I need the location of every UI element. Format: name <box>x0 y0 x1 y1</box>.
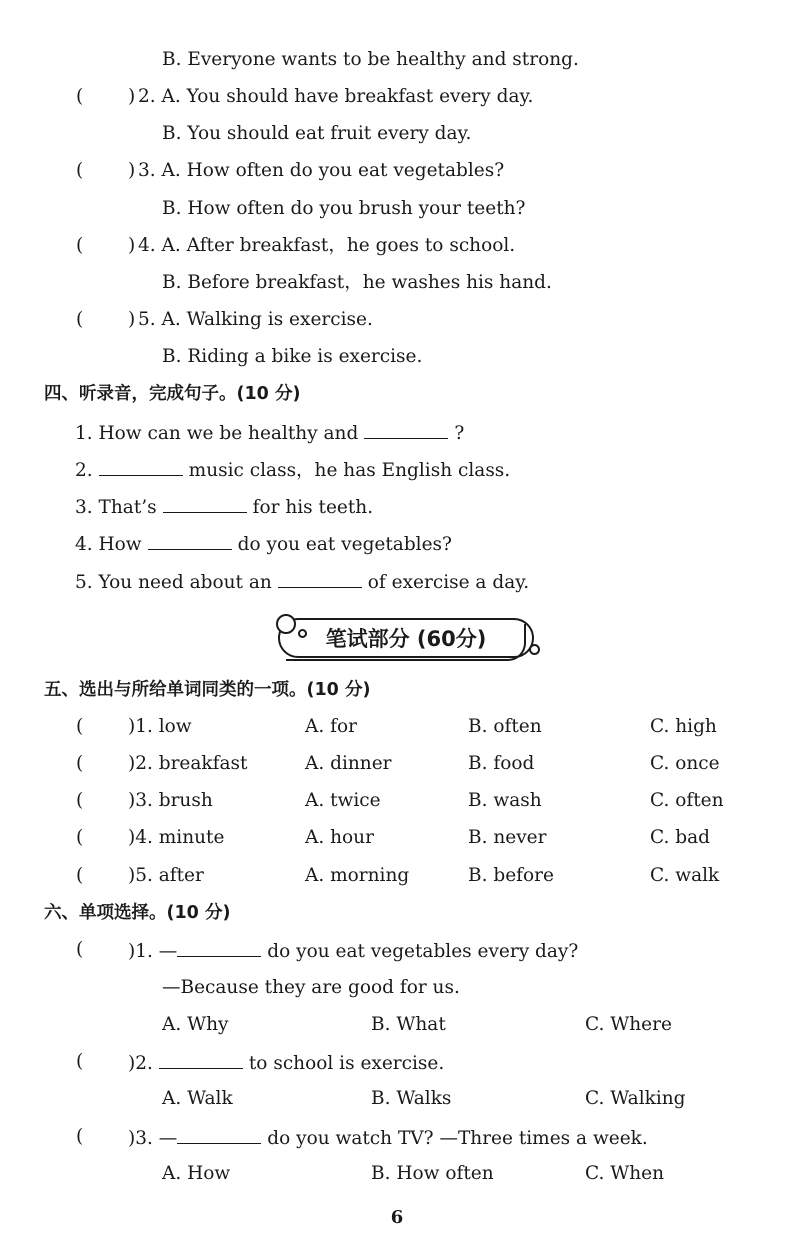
answer-paren: ( <box>76 716 84 737</box>
option-c: C. Walking <box>585 1088 686 1109</box>
part4-item-3: 3. That’s for his teeth. <box>75 494 373 520</box>
fill-blank[interactable] <box>163 494 247 513</box>
banner-dot-left-icon <box>298 629 307 638</box>
option-b: B. Walks <box>371 1088 452 1109</box>
option-a: A. hour <box>305 827 374 848</box>
part3-q2-option-b: B. You should eat fruit every day. <box>162 123 472 144</box>
option-c: C. often <box>650 790 724 811</box>
option-a: A. twice <box>305 790 381 811</box>
fill-blank[interactable] <box>159 1050 243 1069</box>
answer-paren-close: ) <box>128 235 136 256</box>
option-a: A. for <box>305 716 357 737</box>
part3-q5-option-b: B. Riding a bike is exercise. <box>162 346 423 367</box>
part4-item-2: 2. music class，he has English class. <box>75 457 510 483</box>
answer-paren: ( <box>76 160 84 181</box>
part6-q1-stem: )1. — do you eat vegetables every day? <box>128 938 578 964</box>
answer-paren: ( <box>76 86 84 107</box>
part4-item-1: 1. How can we be healthy and ? <box>75 420 464 446</box>
option-c: C. once <box>650 753 720 774</box>
part6-q1-reply: —Because they are good for us. <box>162 977 460 998</box>
option-b: B. never <box>468 827 547 848</box>
option-b: B. How often <box>371 1163 494 1184</box>
part3-q4-option-b: B. Before breakfast，he washes his hand. <box>162 272 552 293</box>
answer-paren-close: ) <box>128 160 136 181</box>
part6-q3-stem: )3. — do you watch TV? —Three times a week. <box>128 1125 648 1151</box>
fill-blank[interactable] <box>177 1125 261 1144</box>
option-a: A. morning <box>305 865 410 886</box>
part5-word: )5. after <box>128 865 204 886</box>
part3-q2-option-a: 2. A. You should have breakfast every day. <box>138 86 534 107</box>
answer-paren: ( <box>76 1051 84 1072</box>
option-a: A. Walk <box>162 1088 233 1109</box>
written-section-banner <box>278 618 534 658</box>
part4-item-5: 5. You need about an of exercise a day. <box>75 569 529 595</box>
banner-title: 笔试部分 (60分) <box>325 627 487 651</box>
option-a: A. dinner <box>305 753 392 774</box>
section-heading-part6: 六、单项选择。(10 分) <box>44 903 231 923</box>
fill-blank[interactable] <box>99 457 183 476</box>
option-b: B. food <box>468 753 535 774</box>
fill-blank[interactable] <box>278 569 362 588</box>
part3-q3-option-b: B. How often do you brush your teeth? <box>162 198 526 219</box>
option-a: A. Why <box>162 1014 229 1035</box>
part5-word: )4. minute <box>128 827 225 848</box>
part5-word: )2. breakfast <box>128 753 248 774</box>
option-c: C. When <box>585 1163 665 1184</box>
part6-q2-stem: )2. to school is exercise. <box>128 1050 444 1076</box>
part4-item-4: 4. How do you eat vegetables? <box>75 531 452 557</box>
answer-paren-close: ) <box>128 86 136 107</box>
option-b: B. wash <box>468 790 542 811</box>
answer-paren-close: ) <box>128 309 136 330</box>
fill-blank[interactable] <box>148 531 232 550</box>
part3-q3-option-a: 3. A. How often do you eat vegetables? <box>138 160 505 181</box>
option-c: C. high <box>650 716 717 737</box>
part3-q4-option-a: 4. A. After breakfast，he goes to school. <box>138 235 516 256</box>
answer-paren: ( <box>76 309 84 330</box>
part3-q1-option-b: B. Everyone wants to be healthy and strong. <box>162 49 579 70</box>
page-number: 6 <box>390 1207 404 1228</box>
part3-q5-option-a: 5. A. Walking is exercise. <box>138 309 373 330</box>
answer-paren: ( <box>76 235 84 256</box>
option-b: B. What <box>371 1014 446 1035</box>
part5-word: )3. brush <box>128 790 213 811</box>
answer-paren: ( <box>76 827 84 848</box>
answer-paren: ( <box>76 939 84 960</box>
answer-paren: ( <box>76 753 84 774</box>
fill-blank[interactable] <box>364 420 448 439</box>
option-b: B. often <box>468 716 542 737</box>
fill-blank[interactable] <box>177 938 261 957</box>
part5-word: )1. low <box>128 716 192 737</box>
answer-paren: ( <box>76 865 84 886</box>
option-c: C. walk <box>650 865 720 886</box>
option-b: B. before <box>468 865 554 886</box>
option-a: A. How <box>162 1163 231 1184</box>
answer-paren: ( <box>76 790 84 811</box>
section-heading-part5: 五、选出与所给单词同类的一项。(10 分) <box>44 680 371 700</box>
option-c: C. bad <box>650 827 710 848</box>
banner-circle-right-icon <box>529 644 540 655</box>
answer-paren: ( <box>76 1126 84 1147</box>
section-heading-part4: 四、听录音，完成句子。(10 分) <box>44 384 301 404</box>
option-c: C. Where <box>585 1014 672 1035</box>
banner-circle-left-icon <box>276 614 296 634</box>
